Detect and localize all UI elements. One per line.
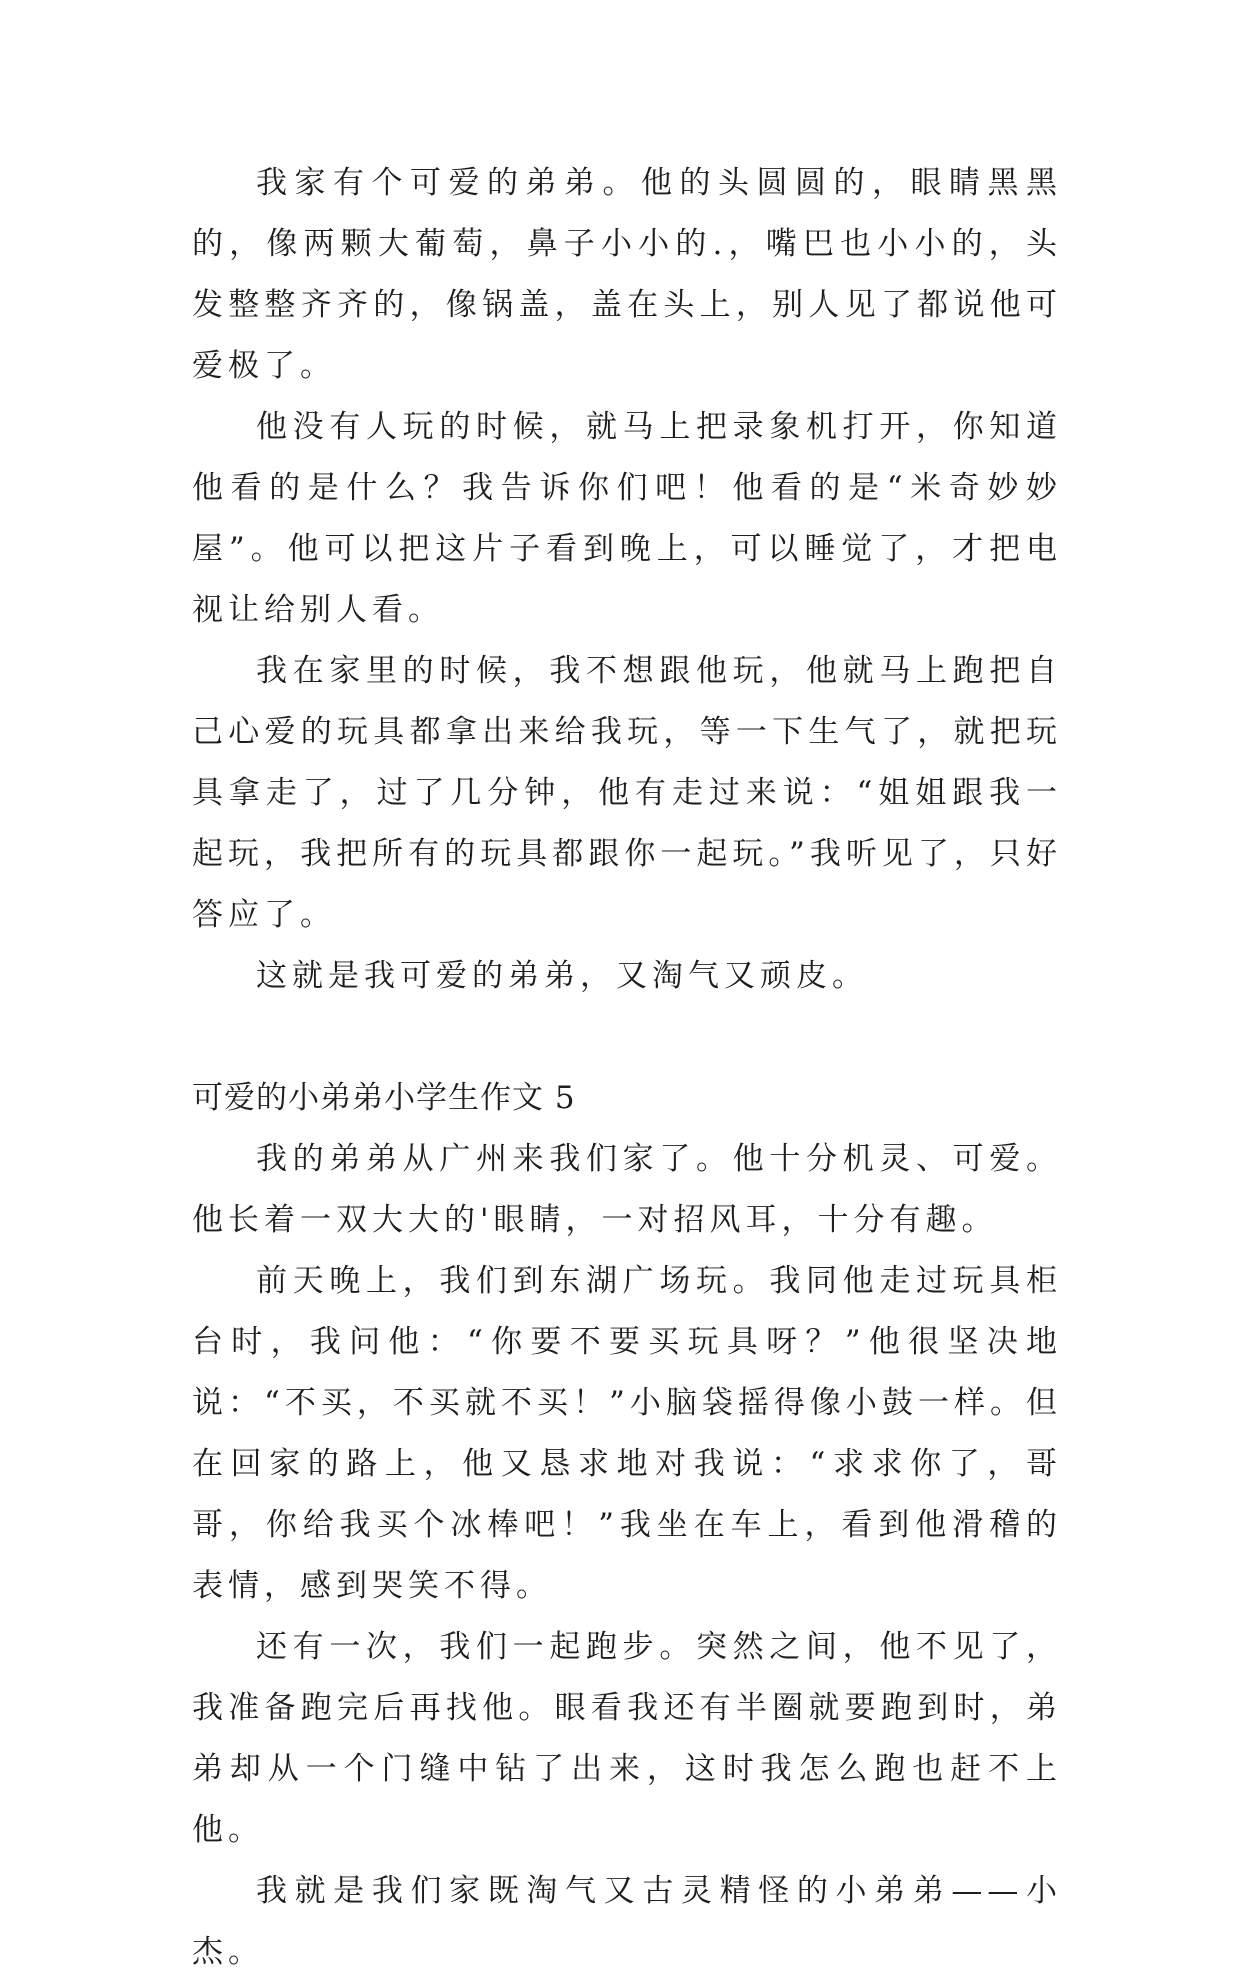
paragraph: 我在家里的时候，我不想跟他玩，他就马上跑把自己心爱的玩具都拿出来给我玩，等一下生气了，就把玩具拿走了，过了几分钟，他有走过来说：“姐姐跟我一起玩，我把所有的玩具都跟你一起玩。”我听见了，只好答应了。 bbox=[192, 653, 1062, 933]
document-body bbox=[192, 153, 1062, 1983]
paragraph: 前天晚上，我们到东湖广场玩。我同他走过玩具柜台时，我问他：“你要不要买玩具呀？”他很坚决地说：“不买，不买就不买！”小脑袋摇得像小鼓一样。但在回家的路上，他又恳求地对我说：“求求你了，哥哥，你给我买个冰棒吧！”我坐在车上，看到他滑稽的表情，感到哭笑不得。 bbox=[192, 1263, 1062, 1604]
paragraph: 他没有人玩的时候，就马上把录象机打开，你知道他看的是什么？我告诉你们吧！他看的是“米奇妙妙屋”。他可以把这片子看到晚上，可以睡觉了，才把电视让给别人看。 bbox=[192, 409, 1062, 628]
paragraph: 还有一次，我们一起跑步。突然之间，他不见了，我准备跑完后再找他。眼看我还有半圈就要跑到时，弟弟却从一个门缝中钻了出来，这时我怎么跑也赶不上他。 bbox=[192, 1629, 1062, 1848]
paragraph: 这就是我可爱的弟弟，又淘气又顽皮。 bbox=[256, 958, 868, 994]
paragraph: 我的弟弟从广州来我们家了。他十分机灵、可爱。他长着一双大大的'眼睛，一对招风耳，十分有趣。 bbox=[192, 1141, 1062, 1238]
paragraph: 我就是我们家既淘气又古灵精怪的小弟弟——小杰。 bbox=[192, 1873, 1062, 1970]
section-spacer bbox=[192, 1007, 1062, 1068]
section-heading: 可爱的小弟弟小学生作文 5 bbox=[192, 1080, 576, 1116]
paragraph: 我家有个可爱的弟弟。他的头圆圆的，眼睛黑黑的，像两颗大葡萄，鼻子小小的.，嘴巴也小小的，头发整整齐齐的，像锅盖，盖在头上，别人见了都说他可爱极了。 bbox=[192, 165, 1062, 384]
